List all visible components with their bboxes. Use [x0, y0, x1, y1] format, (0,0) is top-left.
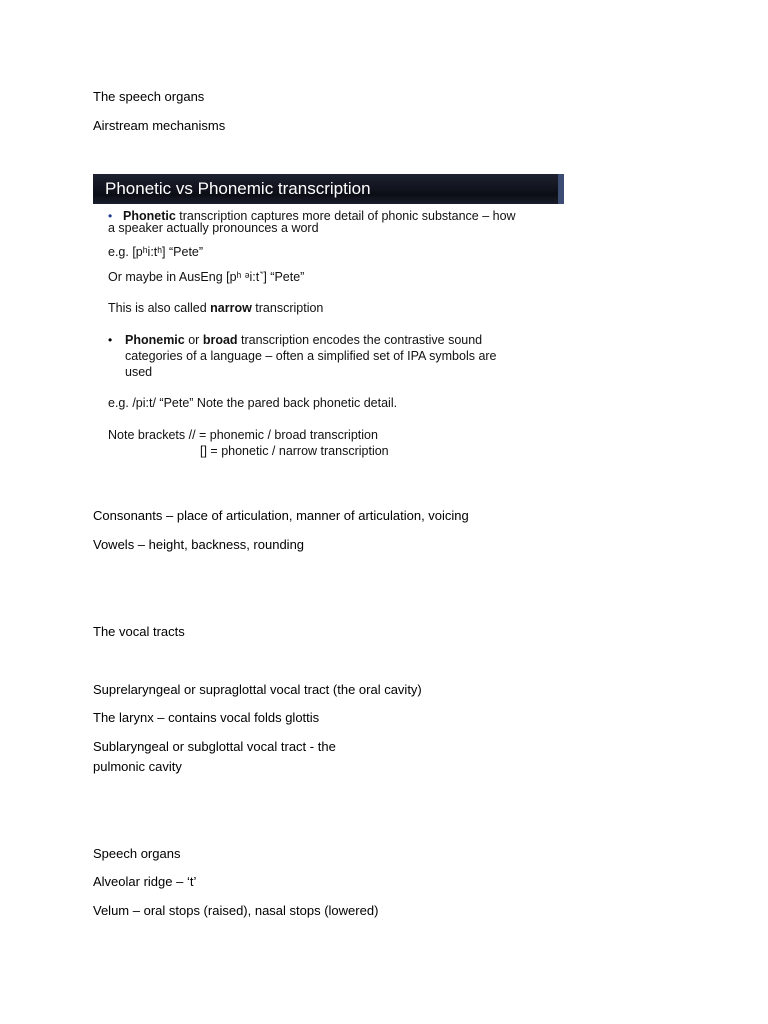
bullet-phonemic-line2: categories of a language – often a simplified set of IPA symbols are: [125, 349, 497, 363]
slide-title-edge: [558, 174, 564, 204]
alveolar-line: Alveolar ridge – ‘t’: [93, 874, 197, 889]
supralaryngeal-line: Suprelaryngeal or supraglottal vocal tract (the oral cavity): [93, 682, 422, 697]
bracket-note-1: Note brackets // = phonemic / broad transcription: [108, 428, 378, 442]
example-phonetic: e.g. [pʰi:tʰ] “Pete”: [108, 245, 204, 259]
sublaryngeal-line-2: pulmonic cavity: [93, 759, 182, 774]
consonants-line: Consonants – place of articulation, manner of articulation, voicing: [93, 508, 469, 523]
bullet-phonemic: Phonemic or broad transcription encodes the contrastive sound: [125, 333, 483, 347]
vowels-line: Vowels – height, backness, rounding: [93, 537, 305, 552]
heading-vocal-tracts: The vocal tracts: [93, 624, 185, 639]
slide-title-bar: [93, 174, 564, 204]
sublaryngeal-line: Sublaryngeal or subglottal vocal tract - the: [93, 739, 336, 754]
bullet-phonetic: Phonetic transcription captures more detail of phonic substance – how: [123, 209, 516, 223]
bullet-icon: •: [108, 333, 113, 347]
heading-speech-organs-2: Speech organs: [93, 846, 181, 861]
bullet-phonetic-line2: a speaker actually pronounces a word: [108, 221, 319, 235]
larynx-line: The larynx – contains vocal folds glottis: [93, 710, 320, 725]
bracket-note-2: [] = phonetic / narrow transcription: [200, 444, 389, 458]
embedded-slide: [93, 174, 564, 464]
bullet-phonemic-line3: used: [125, 365, 153, 379]
slide-title: Phonetic vs Phonemic transcription: [105, 179, 371, 198]
heading-airstream-mechanisms: Airstream mechanisms: [93, 118, 226, 133]
heading-speech-organs: The speech organs: [93, 89, 205, 104]
example-phonemic: e.g. /pi:t/ “Pete” Note the pared back phonetic detail.: [108, 396, 398, 410]
bullet-icon: •: [108, 209, 113, 223]
narrow-note: This is also called narrow transcription: [108, 301, 324, 315]
example-auseng: Or maybe in AusEng [pʰ ᵊi:t˺] “Pete”: [108, 270, 305, 284]
velum-line: Velum – oral stops (raised), nasal stops (lowered): [93, 903, 379, 918]
